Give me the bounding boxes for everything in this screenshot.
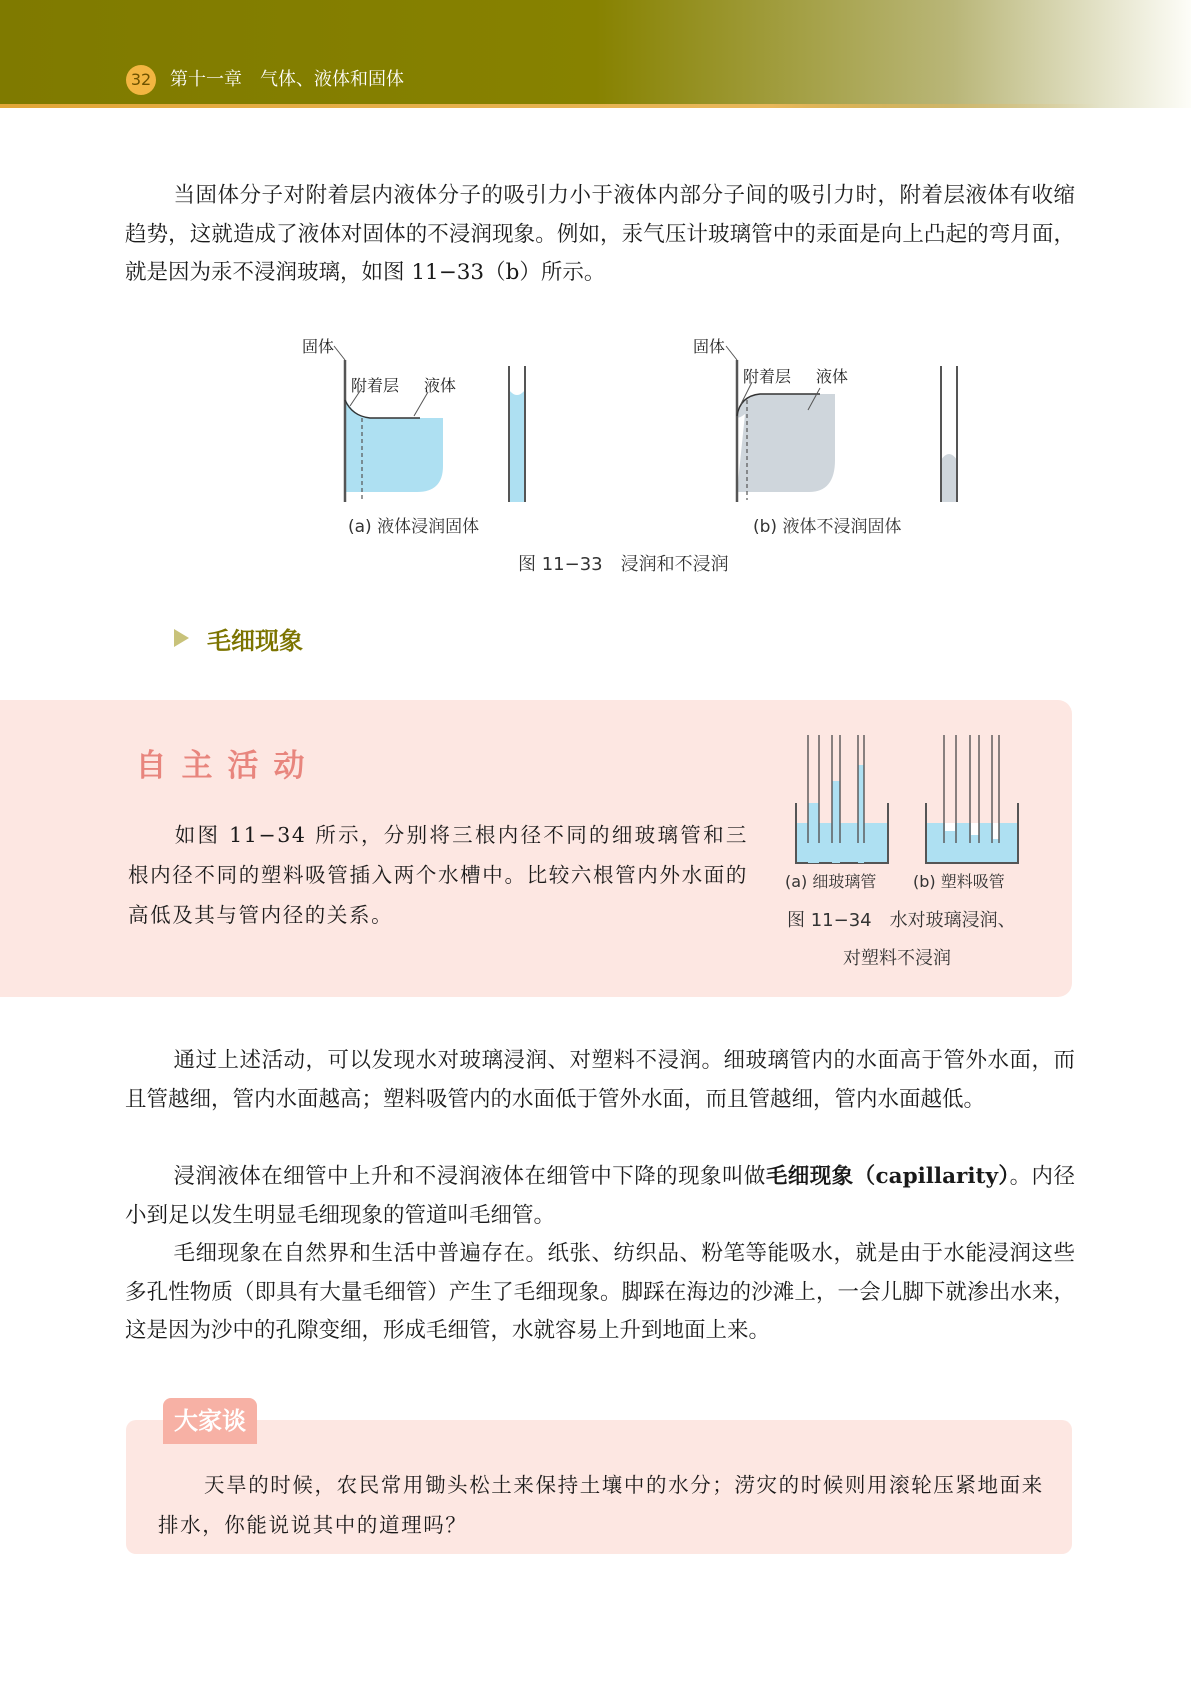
activity-title-char: 主 <box>176 745 218 787</box>
caption-11-33: 图 11−33 浸润和不浸润 <box>518 554 729 575</box>
paragraph-nonwetting <box>125 177 1075 293</box>
wetting-tube-liquid <box>509 390 525 502</box>
paragraph-activity-result <box>125 1042 1075 1119</box>
activity-text-body: 如图 11−34 所示，分别将三根内径不同的细玻璃管和三根内径不同的塑料吸管插入两个水槽中。比较六根管内外水面的高低及其与管内径的关系。 <box>128 823 748 927</box>
page-number: 32 <box>126 65 156 95</box>
activity-text <box>128 815 748 935</box>
paragraph-text: 毛细现象在自然界和生活中普遍存在。纸张、纺织品、粉笔等能吸水，就是由于水能浸润这些多孔性物质（即具有大量毛细管）产生了毛细现象。脚踩在海边的沙滩上，一会儿脚下就渗出水来，这是因为沙中的孔隙变细，形成毛细管，水就容易上升到地面上来。 <box>125 1241 1075 1343</box>
wetting-liquid <box>345 398 443 492</box>
caption-11-33a: (a) 液体浸润固体 <box>348 517 480 537</box>
activity-title-char: 动 <box>268 745 310 787</box>
activity-title-char: 活 <box>222 745 264 787</box>
caption-11-34-line2: 对塑料不浸润 <box>843 948 951 969</box>
header-rule <box>0 104 1100 108</box>
label-solid-a: 固体 <box>302 337 335 356</box>
caption-11-34-line1: 图 11−34 水对玻璃浸润、 <box>787 910 1016 931</box>
figure-11-34 <box>780 725 1080 865</box>
label-liquid-b: 液体 <box>816 367 849 386</box>
nonwetting-tube-liquid <box>941 454 957 502</box>
paragraph-text: 浸润液体在细管中上升和不浸润液体在细管中下降的现象叫做 <box>173 1164 766 1189</box>
nonwetting-liquid <box>737 394 835 492</box>
section-title <box>175 621 303 656</box>
label-liquid-a: 液体 <box>424 376 457 395</box>
figure-11-33 <box>0 330 1191 560</box>
term-capillarity: 毛细现象（capillarity） <box>765 1164 1010 1189</box>
label-layer-a: 附着层 <box>351 376 400 395</box>
caption-11-34a: (a) 细玻璃管 <box>785 872 877 891</box>
discussion-tab: 大家谈 <box>163 1398 257 1444</box>
label-solid-b: 固体 <box>693 337 726 356</box>
activity-title <box>130 745 314 789</box>
label-layer-b: 附着层 <box>743 367 792 386</box>
caption-11-33b: (b) 液体不浸润固体 <box>753 517 902 537</box>
discussion-text <box>158 1465 1058 1545</box>
paragraph-text: 通过上述活动，可以发现水对玻璃浸润、对塑料不浸润。细玻璃管内的水面高于管外水面，而且管越细，管内水面越高；塑料吸管内的水面低于管外水面，而且管越细，管内水面越低。 <box>125 1048 1075 1112</box>
discussion-text-body: 天旱的时候，农民常用锄头松土来保持土壤中的水分；涝灾的时候则用滚轮压紧地面来排水，你能说说其中的道理吗？ <box>158 1473 1044 1537</box>
caption-11-34b: (b) 塑料吸管 <box>913 872 1005 891</box>
paragraph-capillarity-definition <box>125 1158 1075 1235</box>
chapter-title: 第十一章 气体、液体和固体 <box>170 69 404 90</box>
activity-title-char: 自 <box>130 745 172 787</box>
paragraph-capillarity-examples <box>125 1235 1075 1351</box>
paragraph-text: 当固体分子对附着层内液体分子的吸引力小于液体内部分子间的吸引力时，附着层液体有收缩趋势，这就造成了液体对固体的不浸润现象。例如，汞气压计玻璃管中的汞面是向上凸起的弯月面，就是因为汞不浸润玻璃，如图 11−33（b）所示。 <box>125 183 1075 285</box>
paragraph-text: 。内径小到足以发生明显毛细现象的管道叫毛细管。 <box>125 1164 1075 1228</box>
section-title-text: 毛细现象 <box>207 627 303 655</box>
